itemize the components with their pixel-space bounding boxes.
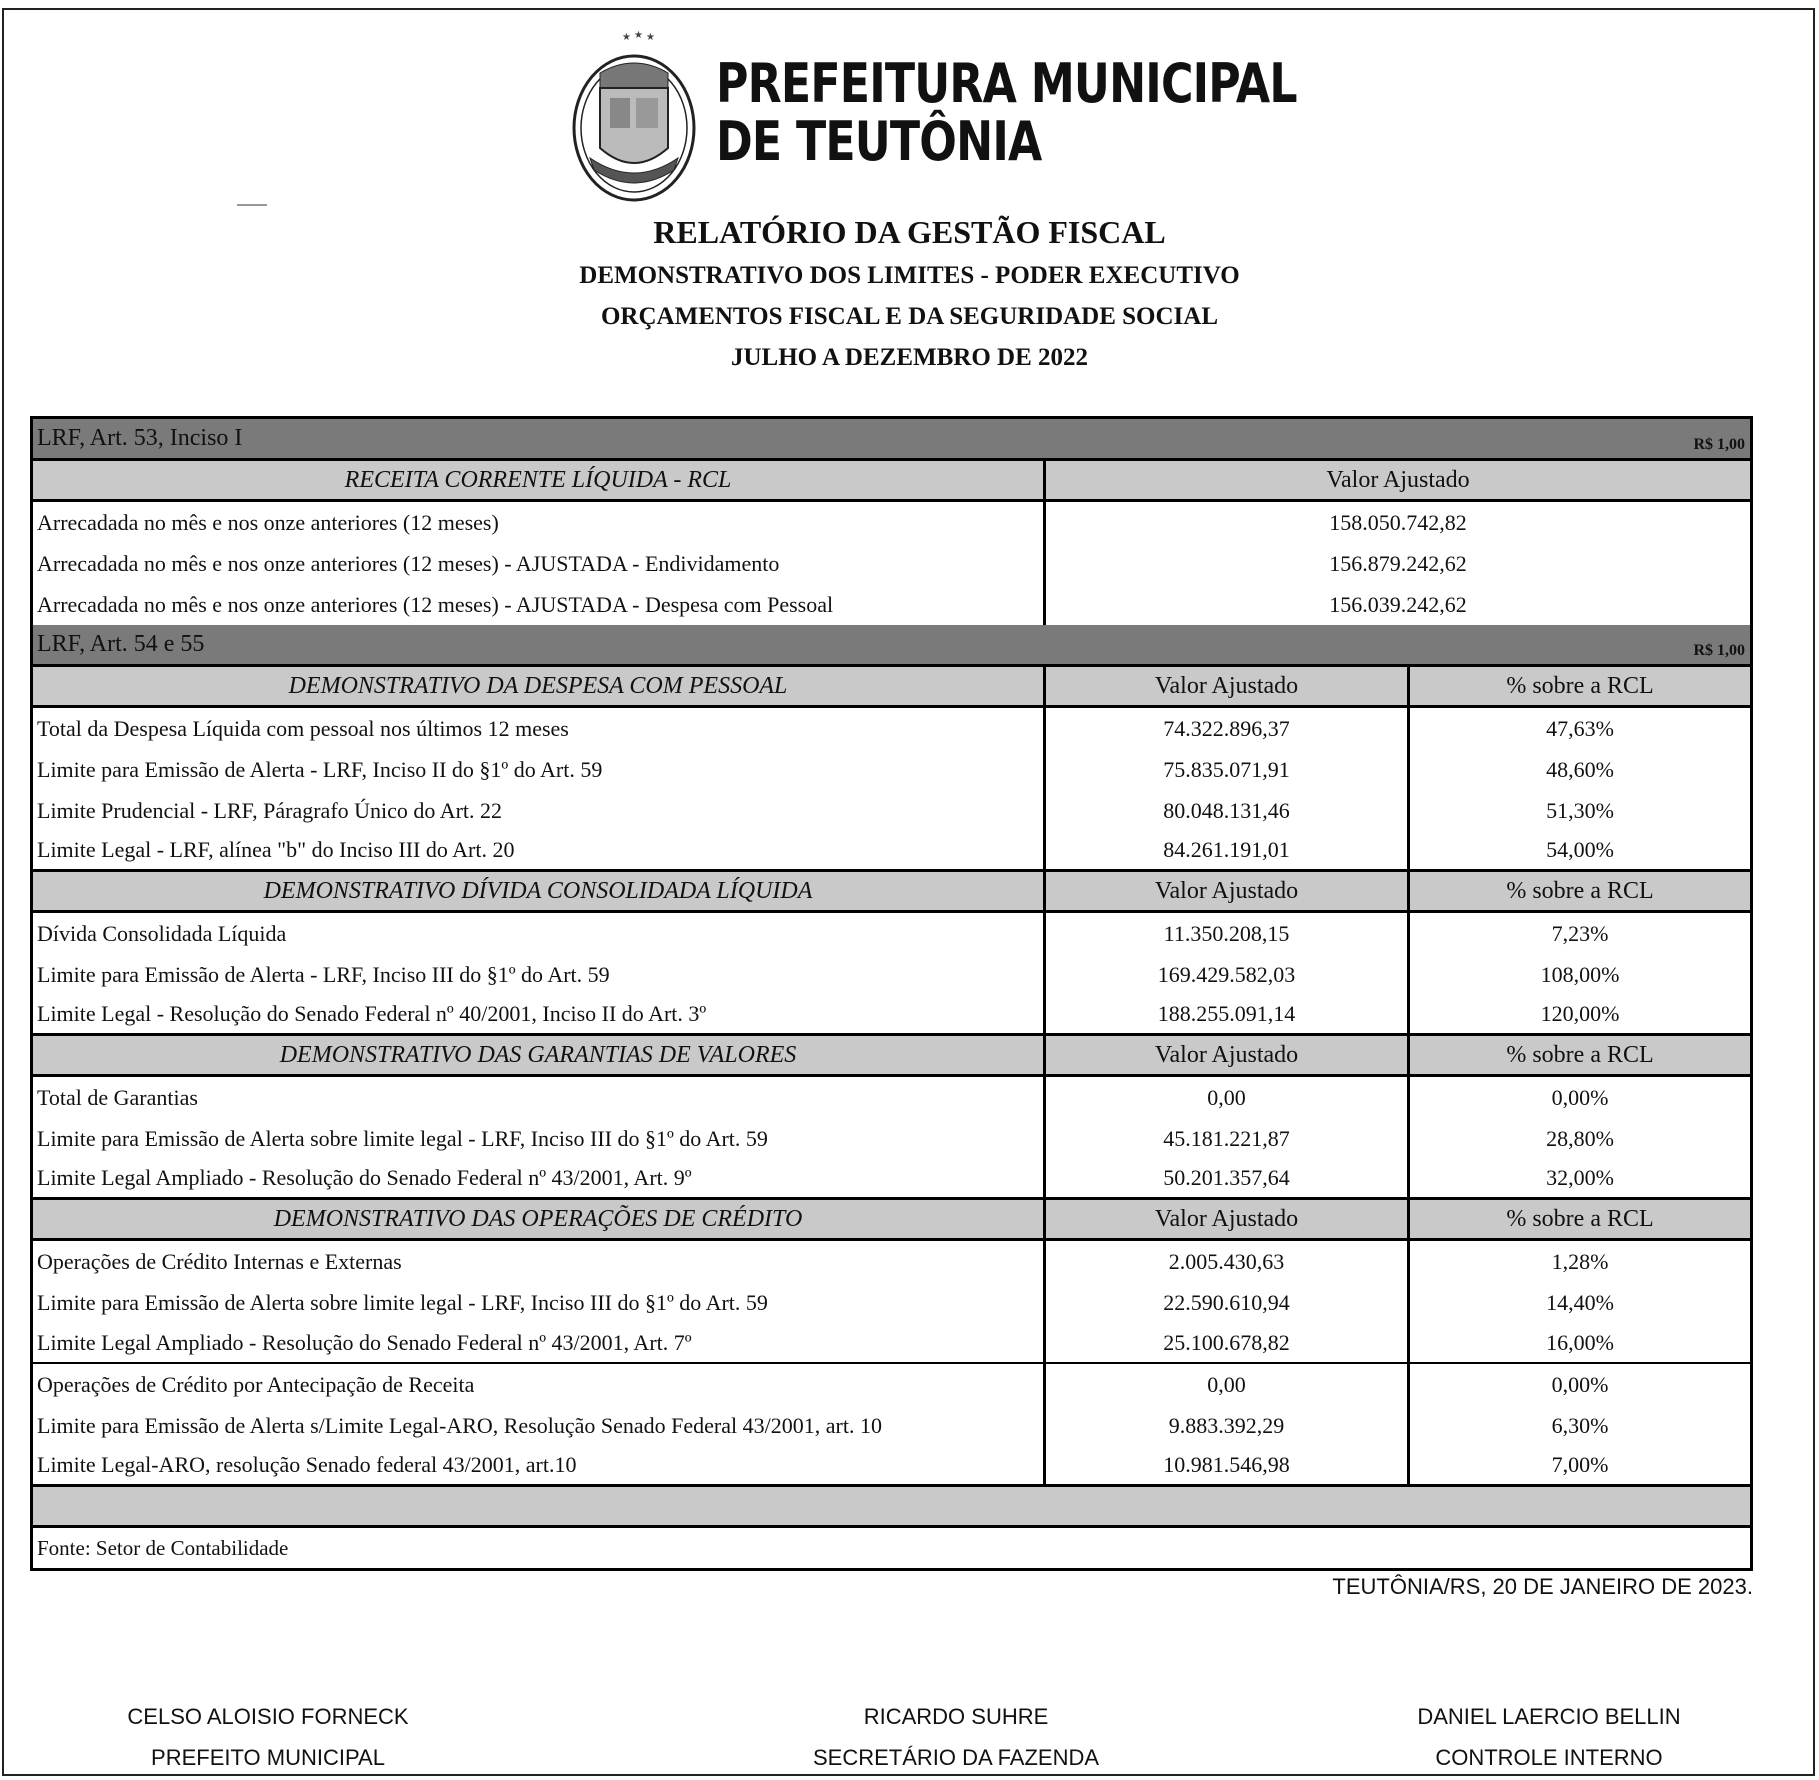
- row-pct: 51,30%: [1407, 790, 1750, 831]
- row-label: Limite para Emissão de Alerta - LRF, Inciso III do §1º do Art. 59: [37, 961, 610, 987]
- row-pct: 54,00%: [1407, 831, 1750, 869]
- row-value: 158.050.742,82: [1043, 502, 1750, 543]
- table-row: [33, 749, 1750, 790]
- group-title: DEMONSTRATIVO DÍVIDA CONSOLIDADA LÍQUIDA: [263, 877, 813, 904]
- group-header-guarantees: [33, 1036, 1750, 1077]
- table-row: [33, 708, 1750, 749]
- report-title: RELATÓRIO DA GESTÃO FISCAL: [653, 214, 1166, 250]
- col-header-pct: % sobre a RCL: [1407, 1036, 1750, 1074]
- row-pct: 48,60%: [1407, 749, 1750, 790]
- row-pct: 16,00%: [1407, 1323, 1750, 1362]
- row-value: 80.048.131,46: [1043, 790, 1407, 831]
- row-label: Limite para Emissão de Alerta sobre limite legal - LRF, Inciso III do §1º do Art. 59: [37, 1289, 768, 1315]
- report-subtitle-1: DEMONSTRATIVO DOS LIMITES - PODER EXECUTIVO: [579, 262, 1240, 289]
- row-value: 0,00: [1043, 1364, 1407, 1405]
- section-title: LRF, Art. 53, Inciso I: [37, 425, 243, 451]
- row-value: 0,00: [1043, 1077, 1407, 1118]
- section-header-limits: [33, 625, 1750, 667]
- row-pct: 1,28%: [1407, 1241, 1750, 1282]
- row-pct: 108,00%: [1407, 954, 1750, 995]
- col-header-pct: % sobre a RCL: [1407, 667, 1750, 705]
- row-value: 84.261.191,01: [1043, 831, 1407, 869]
- row-value: 156.879.242,62: [1043, 543, 1750, 584]
- table-row: [33, 954, 1750, 995]
- row-value: 9.883.392,29: [1043, 1405, 1407, 1446]
- row-pct: 47,63%: [1407, 708, 1750, 749]
- table-row: [33, 790, 1750, 831]
- row-label: Total de Garantias: [37, 1084, 198, 1110]
- signatory-name: DANIEL LAERCIO BELLIN: [1417, 1704, 1681, 1729]
- group-header-debt: [33, 872, 1750, 913]
- currency-unit: R$ 1,00: [1693, 642, 1745, 659]
- row-value: 188.255.091,14: [1043, 995, 1407, 1033]
- col-header-label: RECEITA CORRENTE LÍQUIDA - RCL: [344, 466, 732, 493]
- table-row: [33, 1364, 1750, 1405]
- row-value: 2.005.430,63: [1043, 1241, 1407, 1282]
- svg-text:★: ★: [646, 32, 655, 43]
- row-pct: 120,00%: [1407, 995, 1750, 1033]
- row-value: 50.201.357,64: [1043, 1159, 1407, 1197]
- table-row: [33, 1159, 1750, 1200]
- row-pct: 28,80%: [1407, 1118, 1750, 1159]
- report-subtitle-2: ORÇAMENTOS FISCAL E DA SEGURIDADE SOCIAL: [600, 303, 1219, 330]
- limits-table: [30, 416, 1753, 1571]
- row-label: Limite Legal - Resolução do Senado Federal nº 40/2001, Inciso II do Art. 3º: [37, 1001, 707, 1026]
- row-label: Limite Legal Ampliado - Resolução do Senado Federal nº 43/2001, Art. 9º: [37, 1165, 692, 1190]
- signatory-name: RICARDO SUHRE: [863, 1704, 1049, 1729]
- source-note: Fonte: Setor de Contabilidade: [37, 1535, 289, 1560]
- group-title: DEMONSTRATIVO DAS OPERAÇÕES DE CRÉDITO: [273, 1205, 803, 1232]
- row-label: Limite Legal - LRF, alínea "b" do Inciso III do Art. 20: [37, 837, 515, 862]
- stray-mark: [237, 204, 267, 206]
- report-period: JULHO A DEZEMBRO DE 2022: [731, 344, 1088, 371]
- col-header-value: Valor Ajustado: [1043, 872, 1407, 910]
- table-row: [33, 1446, 1750, 1487]
- row-label: Arrecadada no mês e nos onze anteriores (12 meses): [37, 509, 499, 535]
- row-pct: 7,00%: [1407, 1446, 1750, 1484]
- row-label: Arrecadada no mês e nos onze anteriores (12 meses) - AJUSTADA - Despesa com Pessoal: [37, 591, 834, 617]
- place-date: TEUTÔNIA/RS, 20 DE JANEIRO DE 2023.: [1332, 1574, 1753, 1599]
- group-title: DEMONSTRATIVO DAS GARANTIAS DE VALORES: [279, 1041, 797, 1068]
- signatory-role: CONTROLE INTERNO: [1435, 1745, 1663, 1770]
- row-pct: 0,00%: [1407, 1077, 1750, 1118]
- row-label: Limite Legal-ARO, resolução Senado federal 43/2001, art.10: [37, 1452, 577, 1477]
- row-value: 10.981.546,98: [1043, 1446, 1407, 1484]
- table-row: [33, 543, 1750, 584]
- group-title: DEMONSTRATIVO DA DESPESA COM PESSOAL: [288, 672, 788, 699]
- table-row: [33, 1323, 1750, 1364]
- svg-text:★: ★: [622, 32, 631, 43]
- signature-internal-control: [1339, 1696, 1759, 1778]
- row-value: 74.322.896,37: [1043, 708, 1407, 749]
- org-line-1: PREFEITURA MUNICIPAL: [716, 52, 1297, 115]
- col-header-value: Valor Ajustado: [1043, 1200, 1407, 1238]
- row-label: Limite para Emissão de Alerta - LRF, Inciso II do §1º do Art. 59: [37, 756, 603, 782]
- table-row: [33, 913, 1750, 954]
- row-label: Operações de Crédito Internas e Externas: [37, 1248, 402, 1274]
- table-row: [33, 1241, 1750, 1282]
- row-pct: 6,30%: [1407, 1405, 1750, 1446]
- row-label: Arrecadada no mês e nos onze anteriores (12 meses) - AJUSTADA - Endividamento: [37, 550, 780, 576]
- row-label: Limite Legal Ampliado - Resolução do Senado Federal nº 43/2001, Art. 7º: [37, 1329, 692, 1355]
- row-value: 22.590.610,94: [1043, 1282, 1407, 1323]
- row-pct: 14,40%: [1407, 1282, 1750, 1323]
- col-header-pct: % sobre a RCL: [1407, 1200, 1750, 1238]
- table-row: [33, 502, 1750, 543]
- signature-finance: [746, 1696, 1166, 1778]
- signatory-role: PREFEITO MUNICIPAL: [151, 1745, 385, 1770]
- municipal-coat-of-arms: [570, 28, 698, 203]
- row-value: 169.429.582,03: [1043, 954, 1407, 995]
- row-label: Limite Prudencial - LRF, Páragrafo Único do Art. 22: [37, 797, 503, 823]
- signatory-role: SECRETÁRIO DA FAZENDA: [812, 1745, 1100, 1770]
- row-label: Operações de Crédito por Antecipação de Receita: [37, 1371, 475, 1397]
- currency-unit: R$ 1,00: [1693, 436, 1745, 453]
- row-value: 75.835.071,91: [1043, 749, 1407, 790]
- row-label: Dívida Consolidada Líquida: [37, 920, 287, 946]
- row-pct: 32,00%: [1407, 1159, 1750, 1197]
- section-header-rcl: [33, 419, 1750, 461]
- table-row: [33, 995, 1750, 1036]
- row-label: Limite para Emissão de Alerta sobre limite legal - LRF, Inciso III do §1º do Art. 59: [37, 1125, 768, 1151]
- column-header-row: [33, 461, 1750, 502]
- signatory-name: CELSO ALOISIO FORNECK: [127, 1704, 409, 1729]
- svg-text:★: ★: [634, 30, 643, 41]
- row-label: Limite para Emissão de Alerta s/Limite Legal-ARO, Resolução Senado Federal 43/2001, art. 10: [37, 1412, 882, 1438]
- table-row: [33, 831, 1750, 872]
- row-value: 156.039.242,62: [1043, 584, 1750, 625]
- col-header-value: Valor Ajustado: [1043, 461, 1750, 499]
- group-header-credit: [33, 1200, 1750, 1241]
- table-row: [33, 1118, 1750, 1159]
- row-pct: 0,00%: [1407, 1364, 1750, 1405]
- col-header-pct: % sobre a RCL: [1407, 872, 1750, 910]
- table-row: [33, 1282, 1750, 1323]
- empty-grey-row: [33, 1487, 1750, 1528]
- row-pct: 7,23%: [1407, 913, 1750, 954]
- org-line-2: DE TEUTÔNIA: [716, 110, 1042, 173]
- table-row: [33, 584, 1750, 625]
- table-row: [33, 1077, 1750, 1118]
- col-header-value: Valor Ajustado: [1043, 1036, 1407, 1074]
- table-row: [33, 1405, 1750, 1446]
- section-title: LRF, Art. 54 e 55: [37, 631, 205, 657]
- signature-mayor: [58, 1696, 478, 1778]
- organization-name: [716, 52, 1297, 173]
- row-value: 11.350.208,15: [1043, 913, 1407, 954]
- col-header-value: Valor Ajustado: [1043, 667, 1407, 705]
- row-label: Total da Despesa Líquida com pessoal nos últimos 12 meses: [37, 715, 569, 741]
- group-header-personnel: [33, 667, 1750, 708]
- row-value: 45.181.221,87: [1043, 1118, 1407, 1159]
- row-value: 25.100.678,82: [1043, 1323, 1407, 1362]
